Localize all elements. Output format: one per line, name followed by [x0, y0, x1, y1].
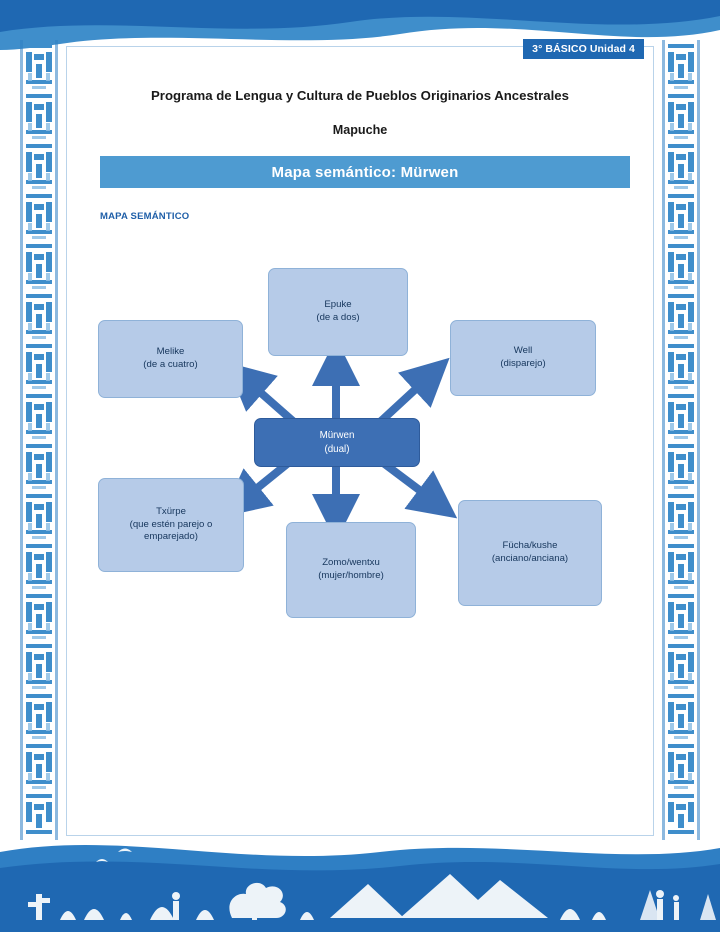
node-epuke-line1: Epuke	[324, 299, 352, 311]
node-center-line1: Mürwen	[319, 430, 355, 442]
node-fucha-kushe	[458, 500, 602, 606]
right-decorative-border	[660, 40, 702, 840]
node-zomo-line1: Zomo/wentxu	[322, 557, 380, 569]
node-center-line2: (dual)	[324, 443, 350, 455]
page-title: Programa de Lengua y Cultura de Pueblos Originarios Ancestrales	[151, 88, 569, 103]
node-well-line2: (disparejo)	[500, 358, 546, 369]
node-epuke-line2: (de a dos)	[316, 312, 360, 323]
section-label: MAPA SEMÁNTICO	[100, 211, 190, 222]
node-well	[450, 320, 596, 396]
node-melike-line1: Melike	[156, 346, 185, 358]
left-decorative-border	[18, 40, 60, 840]
node-well-line1: Well	[513, 345, 533, 357]
node-txurpe	[98, 478, 244, 572]
bottom-decorative-band	[0, 822, 720, 932]
node-center-murwen	[254, 418, 420, 467]
node-melike-line2: (de a cuatro)	[143, 359, 198, 370]
activity-title-bar: Mapa semántico: Mürwen	[100, 156, 630, 188]
node-zomo-wentxu	[286, 522, 416, 618]
node-fucha-line2: (anciano/anciana)	[491, 553, 569, 564]
node-melike	[98, 320, 243, 398]
node-zomo-line2: (mujer/hombre)	[318, 570, 384, 581]
program-subtitle: Mapuche	[332, 123, 388, 137]
node-fucha-line1: Fücha/kushe	[502, 540, 558, 552]
node-txurpe-line1: Txürpe	[156, 505, 186, 517]
node-epuke	[268, 268, 408, 356]
node-txurpe-line2: (que estén parejo o	[129, 518, 213, 530]
semantic-map	[80, 250, 640, 650]
node-txurpe-line3: emparejado)	[144, 531, 198, 543]
unit-badge: 3° BÁSICO Unidad 4	[523, 39, 644, 59]
